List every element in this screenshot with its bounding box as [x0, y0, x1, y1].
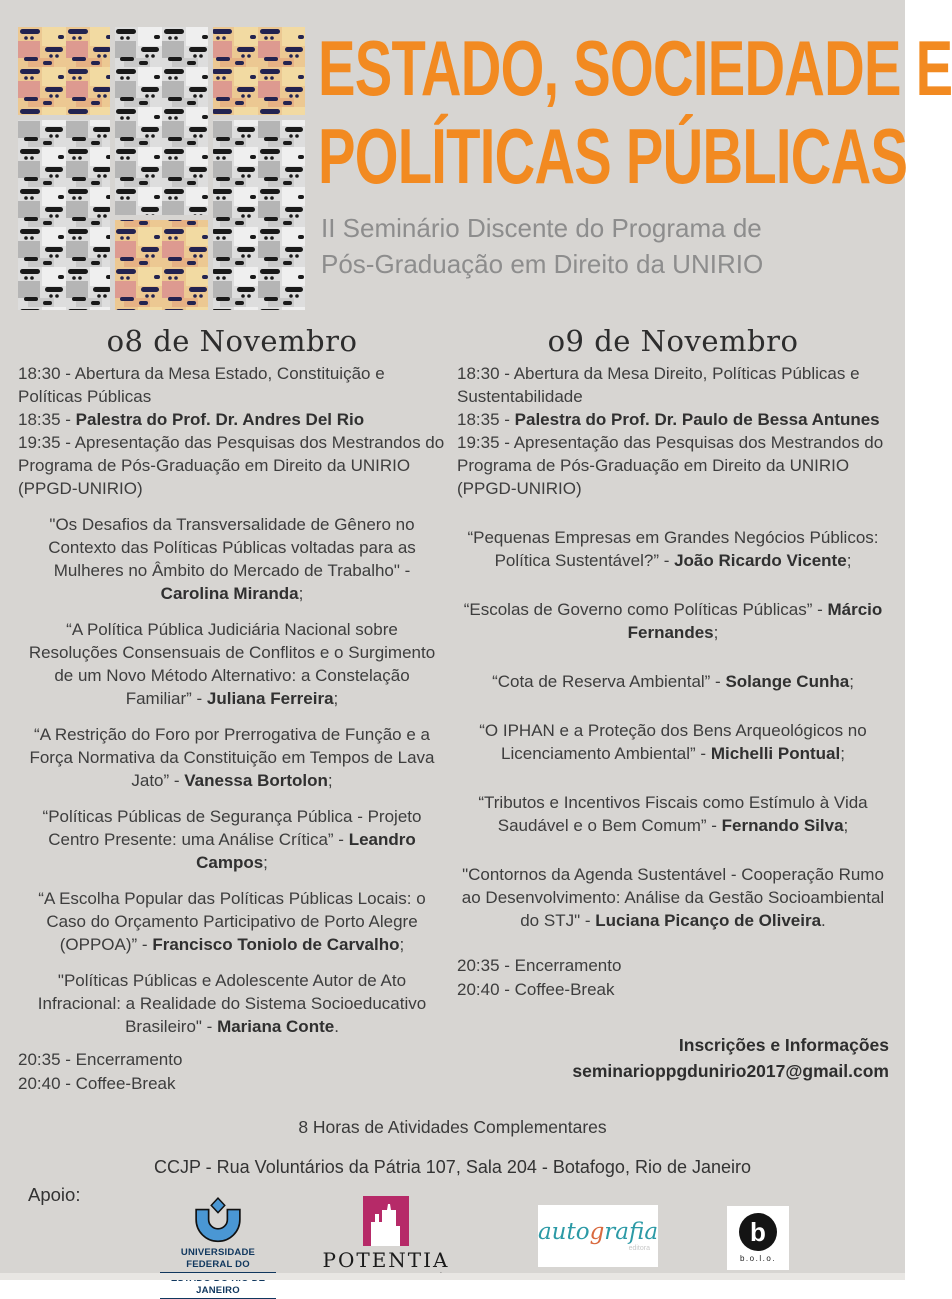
talk-suffix: ;: [713, 623, 719, 642]
talk-speaker: Fernando Silva: [721, 816, 844, 835]
talk-speaker: Leandro Campos: [196, 830, 416, 872]
day1-heading: o8 de Novembro: [106, 324, 358, 358]
autografia-g: g: [589, 1218, 605, 1245]
poster-subtitle: [321, 210, 763, 282]
schedule-text: 18:30 - Abertura da Mesa Estado, Constituição e Políticas Públicas: [18, 364, 385, 406]
schedule-text: 18:30 - Abertura da Mesa Direito, Políticas Públicas e Sustentabilidade: [457, 364, 860, 406]
autografia-subtext: editora: [628, 1244, 650, 1252]
day2-schedule-item: [457, 431, 889, 500]
day2-talk: [461, 791, 885, 837]
talk-suffix: ;: [843, 816, 849, 835]
autografia-logo: [538, 1205, 658, 1267]
talk-title: “Pequenas Empresas em Grandes Negócios Públicos: Política Sustentável?” -: [467, 528, 879, 570]
schedule-text: 19:35 - Apresentação das Pesquisas dos Mestrandos do Programa de Pós-Graduação em Direito da UNIRIO (PPGD-UNIRIO): [457, 433, 884, 498]
venue-address: CCJP - Rua Voluntários da Pátria 107, Sala 204 - Botafogo, Rio de Janeiro: [153, 1157, 752, 1177]
day2-heading: o9 de Novembro: [547, 324, 799, 358]
day2-closing: [457, 954, 889, 1002]
contact-heading: Inscrições e Informações: [678, 1035, 889, 1055]
closing-line: 20:40 - Coffee-Break: [457, 980, 615, 999]
day2-talk: [461, 670, 885, 693]
talk-title: "Os Desafios da Transversalidade de Gênero no Contexto das Políticas Públicas voltadas para as Mulheres no Âmbito do Mercado de Trabalho" -: [48, 515, 416, 580]
talk-suffix: ;: [263, 853, 268, 872]
autografia-name: [537, 1218, 659, 1245]
day1-column: [18, 324, 446, 1096]
potentia-logo: [320, 1196, 452, 1280]
talk-title: “Políticas Públicas de Segurança Pública - Projeto Centro Presente: uma Análise Crítica” -: [42, 807, 422, 849]
schedule-bold: Palestra do Prof. Dr. Paulo de Bessa Antunes: [514, 410, 880, 429]
talk-speaker: Solange Cunha: [725, 672, 850, 691]
subtitle-line-2: Pós-Graduação em Direito da UNIRIO: [321, 249, 764, 279]
contact-block: [457, 1032, 889, 1084]
talk-speaker: Carolina Miranda: [160, 584, 299, 603]
talk-title: “A Restrição do Foro por Prerrogativa de Função e a Força Normativa da Constituição em Tempos de Lava Jato” -: [29, 725, 435, 790]
talk-title: “Tributos e Incentivos Fiscais como Estímulo à Vida Saudável e o Bem Comum” -: [478, 793, 868, 835]
schedule-text: 18:35 -: [18, 410, 76, 429]
talk-suffix: ;: [840, 744, 845, 763]
day1-talk: [22, 513, 442, 605]
bottom-edge-strip: [0, 1273, 905, 1280]
schedule-text: 18:35 -: [457, 410, 515, 429]
apoio-label: Apoio:: [28, 1184, 81, 1205]
unirio-u-icon: [193, 1198, 243, 1244]
talk-suffix: ;: [327, 771, 333, 790]
poster-title: [318, 24, 952, 200]
day1-closing: [18, 1048, 446, 1096]
talk-speaker: Juliana Ferreira: [206, 689, 334, 708]
talk-suffix: .: [821, 911, 826, 930]
talk-title: “A Escolha Popular das Políticas Públicas Locais: o Caso do Orçamento Participativo de Porto Alegre (OPPOA)” -: [38, 889, 426, 954]
unirio-text-line: UNIVERSIDADE FEDERAL DO: [160, 1247, 276, 1273]
talk-suffix: .: [334, 1017, 339, 1036]
day2-column: [457, 324, 889, 1084]
talk-title: “Cota de Reserva Ambiental” -: [492, 672, 726, 691]
favela-collage-image: [18, 27, 305, 315]
day1-talk: [22, 887, 442, 956]
talk-title: "Políticas Públicas e Adolescente Autor de Ato Infracional: a Realidade do Sistema Socioeducativo Brasileiro" -: [37, 971, 427, 1036]
talk-speaker: Márcio Fernandes: [627, 600, 883, 642]
unirio-text-line: JANEIRO: [160, 1273, 276, 1299]
title-line-2: POLÍTICAS PÚBLICAS: [318, 112, 908, 200]
day1-talk: [22, 969, 442, 1038]
talk-speaker: Luciana Picanço de Oliveira: [595, 911, 822, 930]
day2-talk: [461, 863, 885, 932]
talk-title: "Contornos da Agenda Sustentável - Cooperação Rumo ao Desenvolvimento: Análise da Gestão Socioambiental do STJ" -: [461, 865, 885, 930]
day2-talk: [461, 598, 885, 644]
closing-line: 20:35 - Encerramento: [18, 1050, 183, 1069]
autografia-part: auto: [537, 1218, 590, 1245]
autografia-part: rafia: [604, 1218, 659, 1245]
day2-talk: [461, 526, 885, 572]
day2-schedule-item: [457, 362, 889, 408]
day2-schedule-item: [457, 408, 889, 431]
contact-email: seminarioppgdunirio2017@gmail.com: [572, 1061, 889, 1081]
closing-line: 20:40 - Coffee-Break: [18, 1074, 176, 1093]
day1-schedule-item: [18, 431, 446, 500]
potentia-name: POTENTIA: [322, 1248, 450, 1272]
day1-talk: [22, 618, 442, 710]
subtitle-line-1: II Seminário Discente do Programa de: [321, 213, 762, 243]
closing-line: 20:35 - Encerramento: [457, 956, 622, 975]
talk-suffix: ;: [399, 935, 405, 954]
complementary-hours: 8 Horas de Atividades Complementares: [298, 1117, 607, 1137]
schedule-bold: Palestra do Prof. Dr. Andres Del Rio: [75, 410, 365, 429]
talk-speaker: Francisco Toniolo de Carvalho: [152, 935, 400, 954]
day1-talk: [22, 723, 442, 792]
day1-schedule-item: [18, 408, 446, 431]
talk-title: “A Política Pública Judiciária Nacional sobre Resoluções Consensuais de Conflitos e o Surgimento de um Novo Método Alternativo: a Constelação Familiar” -: [28, 620, 436, 708]
talk-suffix: ;: [333, 689, 339, 708]
day1-schedule-item: [18, 362, 446, 408]
bolo-logo: [727, 1206, 789, 1270]
talk-suffix: ;: [849, 672, 854, 691]
talk-speaker: Vanessa Bortolon: [184, 771, 328, 790]
talk-suffix: ;: [298, 584, 304, 603]
talk-speaker: Michelli Pontual: [710, 744, 841, 763]
talk-title: “O IPHAN e a Proteção dos Bens Arqueológicos no Licenciamento Ambiental” -: [479, 721, 867, 763]
bolo-letter: b: [750, 1217, 766, 1247]
day2-talk: [461, 719, 885, 765]
talk-suffix: ;: [846, 551, 852, 570]
talk-speaker: João Ricardo Vicente: [674, 551, 847, 570]
talk-speaker: Mariana Conte: [217, 1017, 335, 1036]
potentia-castle-icon: [363, 1196, 409, 1246]
unirio-logo: [160, 1198, 276, 1299]
bolo-name: b.o.l.o.: [739, 1254, 776, 1263]
day1-talk: [22, 805, 442, 874]
talk-title: “Escolas de Governo como Políticas Públicas” -: [463, 600, 828, 619]
bolo-circle-icon: [739, 1213, 777, 1251]
title-line-1: ESTADO, SOCIEDADE E: [318, 24, 952, 112]
schedule-text: 19:35 - Apresentação das Pesquisas dos Mestrandos do Programa de Pós-Graduação em Direito da UNIRIO (PPGD-UNIRIO): [18, 433, 445, 498]
